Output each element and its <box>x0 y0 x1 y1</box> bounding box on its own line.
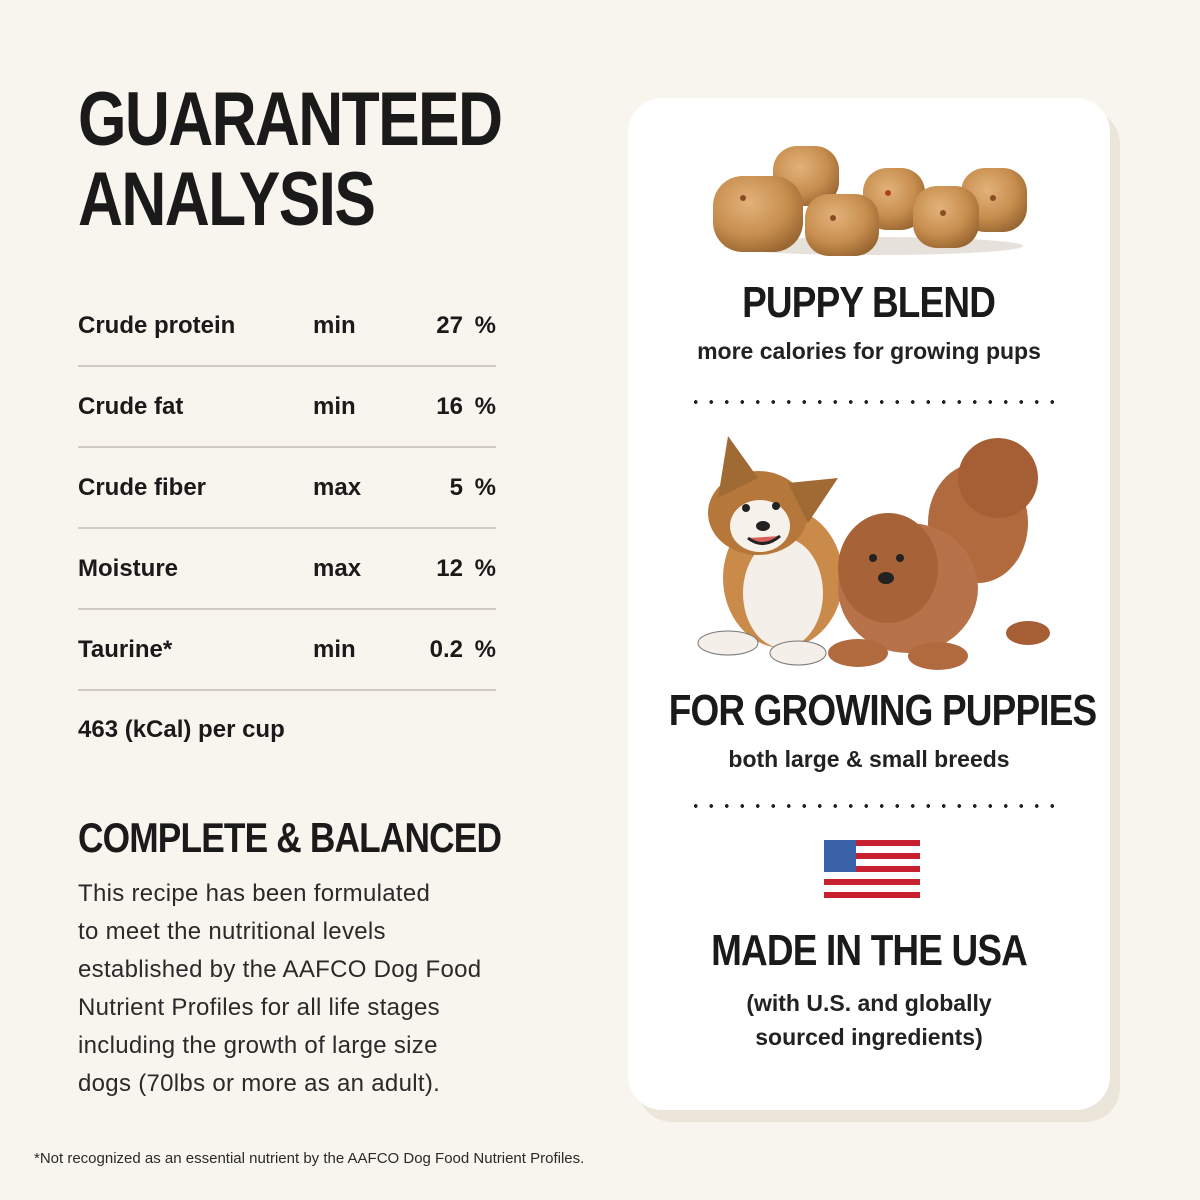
body-line: to meet the nutritional levels <box>78 918 386 945</box>
table-row <box>78 529 496 610</box>
nutrient-kind: max <box>313 473 362 501</box>
kibble-image <box>713 138 1033 263</box>
nutrient-unit: % <box>474 392 496 420</box>
made-in-usa-subtitle <box>628 986 1110 1054</box>
nutrient-unit: % <box>474 473 496 501</box>
usa-sub-line: sourced ingredients) <box>755 1024 983 1050</box>
puppy-blend-title: PUPPY BLEND <box>742 278 996 327</box>
feature-card <box>628 98 1110 1110</box>
complete-balanced-title: COMPLETE & BALANCED <box>78 814 502 861</box>
body-line: established by the AAFCO Dog Food <box>78 956 482 983</box>
nutrient-name: Moisture <box>78 554 179 582</box>
growing-puppies-subtitle: both large & small breeds <box>728 746 1010 772</box>
body-line: This recipe has been formulated <box>78 880 431 907</box>
table-row <box>78 610 496 691</box>
made-in-usa-title: MADE IN THE USA <box>711 926 1027 975</box>
nutrient-value: 12 <box>436 554 463 582</box>
footnote: *Not recognized as an essential nutrient by the AAFCO Dog Food Nutrient Profiles. <box>34 1150 585 1167</box>
nutrient-unit: % <box>474 311 496 339</box>
table-row <box>78 448 496 529</box>
body-line: Nutrient Profiles for all life stages <box>78 994 440 1021</box>
nutrient-unit: % <box>474 554 496 582</box>
nutrient-value: 27 <box>436 311 463 339</box>
title-line-1: GUARANTEED <box>78 77 502 162</box>
nutrient-kind: max <box>313 554 362 582</box>
analysis-panel <box>78 77 578 1097</box>
usa-sub-line: (with U.S. and globally <box>746 990 992 1016</box>
title-line-2: ANALYSIS <box>78 157 375 242</box>
table-row <box>78 367 496 448</box>
nutrient-value: 0.2 <box>429 635 463 663</box>
nutrient-kind: min <box>313 392 356 420</box>
nutrient-unit: % <box>474 635 496 663</box>
nutrient-kind: min <box>313 635 356 663</box>
nutrient-kind: min <box>313 311 356 339</box>
nutrient-name: Crude protein <box>78 311 236 339</box>
table-row <box>78 286 496 367</box>
dotted-divider <box>688 400 1060 404</box>
nutrient-value: 16 <box>436 392 463 420</box>
growing-puppies-title: FOR GROWING PUPPIES <box>668 686 1097 735</box>
nutrient-name: Crude fiber <box>78 473 207 501</box>
complete-balanced-text <box>78 875 558 1103</box>
calories-per-cup: 463 (kCal) per cup <box>78 716 285 743</box>
nutrient-name: Taurine* <box>78 635 173 663</box>
puppy-blend-subtitle: more calories for growing pups <box>697 338 1041 364</box>
dotted-divider <box>688 804 1060 808</box>
puppies-illustration <box>688 428 1068 678</box>
body-line: including the growth of large size <box>78 1032 438 1059</box>
analysis-table <box>78 286 496 691</box>
nutrient-value: 5 <box>449 473 463 501</box>
page-title <box>78 77 502 242</box>
body-line: dogs (70lbs or more as an adult). <box>78 1070 441 1097</box>
nutrient-name: Crude fat <box>78 392 184 420</box>
us-flag-icon <box>824 840 920 898</box>
